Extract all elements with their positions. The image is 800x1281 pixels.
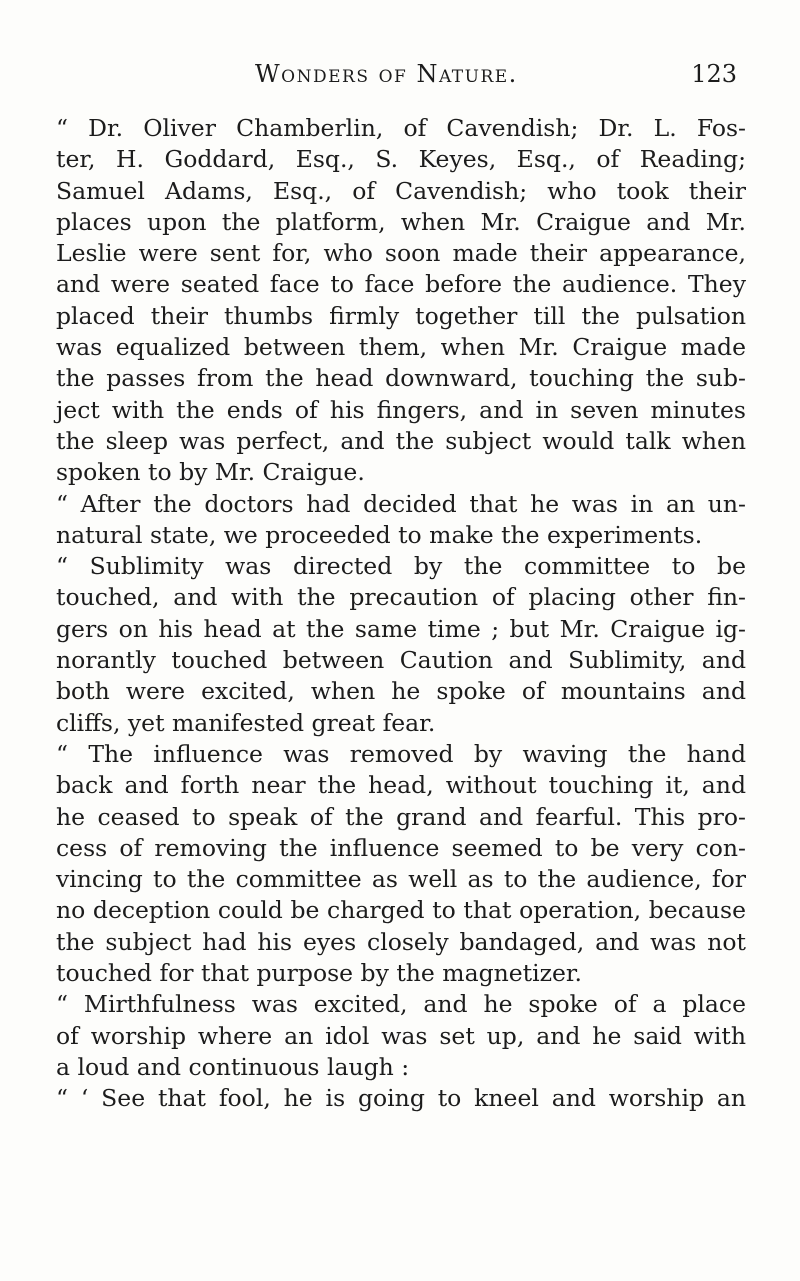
text-line: “ Mirthfulness was excited, and he spoke of a place	[56, 990, 746, 1019]
text-line: “ ‘ See that fool, he is going to kneel and worship an	[56, 1084, 746, 1113]
text-line: placed their thumbs firmly together till the pulsation	[56, 301, 746, 330]
text-line: no deception could be charged to that operation, because	[56, 896, 746, 925]
text-line: “ Sublimity was directed by the committee to be	[56, 552, 746, 581]
text-line: of worship where an idol was set up, and he said with	[56, 1021, 746, 1050]
text-line: ject with the ends of his fingers, and in seven minutes	[56, 395, 746, 424]
text-line: both were excited, when he spoke of mountains and	[56, 677, 746, 706]
text-line: ter, H. Goddard, Esq., S. Keyes, Esq., of Reading;	[56, 145, 746, 174]
text-line: places upon the platform, when Mr. Craigue and Mr.	[56, 207, 746, 236]
text-line: spoken to by Mr. Craigue.	[56, 458, 365, 487]
text-line: norantly touched between Caution and Sublimity, and	[56, 646, 746, 675]
running-title: Wonders of Nature.	[255, 60, 518, 88]
text-line: the passes from the head downward, touching the sub-	[56, 364, 746, 393]
text-line: Leslie were sent for, who soon made their appearance,	[56, 239, 746, 268]
text-line: touched, and with the precaution of placing other fin-	[56, 583, 746, 612]
text-line: was equalized between them, when Mr. Craigue made	[56, 333, 746, 362]
text-line: back and forth near the head, without touching it, and	[56, 771, 746, 800]
text-line: the sleep was perfect, and the subject would talk when	[56, 426, 746, 455]
text-line: the subject had his eyes closely bandaged, and was not	[56, 927, 746, 956]
text-line: cess of removing the influence seemed to be very con-	[56, 833, 746, 862]
text-line: cliffs, yet manifested great fear.	[56, 708, 436, 737]
body-text	[56, 113, 746, 1115]
text-line: he ceased to speak of the grand and fearful. This pro-	[56, 802, 746, 831]
text-line: a loud and continuous laugh :	[56, 1052, 410, 1081]
text-line: “ The influence was removed by waving the hand	[56, 739, 746, 768]
text-line: “ After the doctors had decided that he was in an un-	[56, 489, 746, 518]
text-line: touched for that purpose by the magnetizer.	[56, 959, 583, 988]
text-line: “ Dr. Oliver Chamberlin, of Cavendish; Dr. L. Fos-	[56, 114, 746, 142]
text-line: natural state, we proceeded to make the experiments.	[56, 520, 703, 549]
page-header	[195, 60, 737, 96]
text-line: Samuel Adams, Esq., of Cavendish; who took their	[56, 176, 746, 205]
text-line: gers on his head at the same time ; but Mr. Craigue ig-	[56, 614, 746, 643]
page-number: 123	[691, 60, 737, 88]
text-line: vincing to the committee as well as to the audience, for	[56, 865, 746, 894]
text-line: and were seated face to face before the audience. They	[56, 270, 746, 299]
